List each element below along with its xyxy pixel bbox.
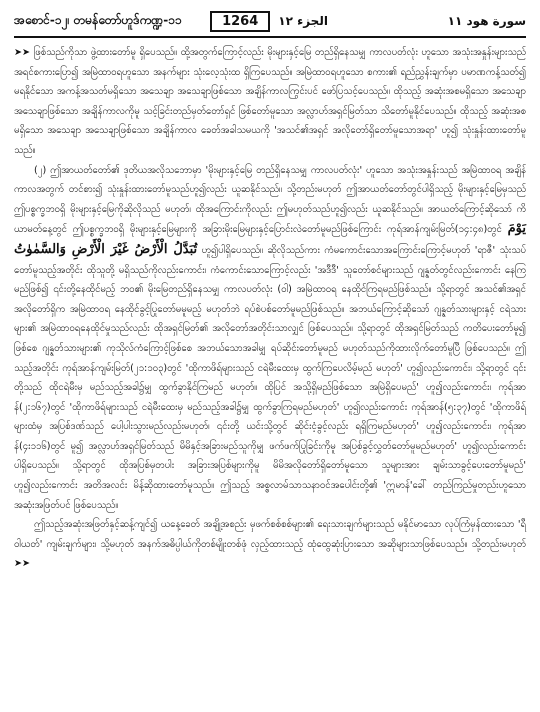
paragraph-3: ဤသည့်အဆုံးအဖြတ်နှင့်ဆန့်ကျင်၍ ယနေ့ခေတ် အချို့အစည်း မှဖက်စစ်စစ်များ၏ ရေးသားချက်များသည် မနိုင်မာသော လုပ်ကြံမှန်ထားသော 'ရီဝါယတ်' ကျမ်းချက်များ၊ သို့မဟုတ် အနက်အဓိပ္ပါယ်ကိုတစ်မျိုးတစ်ဖုံ လှည့်ထားသည့် ထုံထွေဆုံးပြားသော အဆိုများသာဖြစ်ပေသည်။ သို့တည်းမဟုတ် ➤➤ <box>14 519 526 570</box>
paragraph-1: ➤➤ ဖြစ်သည်ကိုသာ ဖွဲ့ထားတော်မူ ရှိပေသည်။ ထို့အတွက်ကြောင့်လည်း မိုးများနှင့်မြေ တည်ရှိနေသမျှ ကာလပတ်လုံး ဟူသော အသုံးအနှုန်းများသည် အရင်စကားပြော၍ အမြဲထာဝရဟူသော အနက်များ သုံးလေ့သုံးထ ရှိကြပေသည်။ အမြဲထာဝရဟူသော စကား၏ ရည်ညွှန်းချက်မှာ ပမာဏကန့်သတ်၍ မရနိုင်သော အကန့်အသတ်မရှိသော အသေချာ အသေချာဖြစ်သော အချိန်ကာလကြွင်းပင် ဖော်ပြသင့်ပေသည်။ ထိုသည့် အဆုံးအစမရှိသော အသေချာ အသေချာဖြစ်သော အချိန်ကာလကိုမူ သင့်ခြင်းတည်မှတ်တော်ရှင် ဖြစ်တော်မူသော အလ္လာဟ်အရှင်မြတ်သာ သိတော်မူနိုင်ပေသည်။ ထိုသည့် အဆုံးအစမရှိသော အသေချာ အသေချာဖြစ်သော အချိန်ကာလ ခေတ်အခါသမယကို 'အသင်၏အရှင် အလိုတော်ရှိတော်မူသောအရာ' ဟူ၍ သုံးနှုန်းထားတော်မူသည်။ <box>14 47 526 156</box>
header-divider <box>14 36 526 38</box>
surah-label: سورة هود ١١ <box>447 14 527 28</box>
chapter-title: အစောင်-၁၂၊ တမန်တော်ဟူဒ်ကဏ္ဍ-၁၁ <box>14 13 182 27</box>
juz-label: الجزء ١٢ <box>278 14 328 28</box>
paragraph-2-text-b: ဟူ၍ပါရှိပေသည်။ ဆိုလိုသည်ကား ကံမကောင်းသောအကြောင်းကြောင့်မဟုတ် 'ရာဇီ' သုံးသပ်တော်မူသည့်အတိုင်း ထိုသူတို့ မရှိသည်ကိုလည်းကောင်း၊ ကံကောင်းသောကြောင့်လည်း 'အဒီဒီ' သူတော်စင်များသည် ဂျန္နတ်တွင်လည်းကောင်း နေကြမည်ဖြစ်၍ ၎င်းတို့နေထိုင်မည့် ဘဝ၏ မိုးမြေတည်ရှိနေသမျှ ကာလပတ်လုံး (ဝါ) အမြဲထာဝရ နေထိုင်ကြရမည်ဖြစ်သည်။ သို့ရာတွင် အသင်၏အရှင် အလိုတော်ရှိက အမြဲထာဝရ နေထိုင်ခွင့်ပြုတော်မမူမည့် မဟုတ်ဘဲ ရပ်စဲပစ်တော်မူမည်ဖြစ်သည်။ အဘယ်ကြောင့်ဆိုသော် ဂျန္နတ်သားများနှင့် ငရဲသားများ၏ အမြဲထာဝရနေထိုင်မှုသည်လည်း ထိုအရှင်မြတ်၏ အလိုတော်အတိုင်းသာလျှင် ဖြစ်ပေသည်။ သို့ရာတွင် ထိုအရှင်မြတ်သည် ကတိပေးတော်မူ၍ ဖြစ်စေ ဂျန္နတ်သားများ၏ ကုသိုလ်ကံကြောင့်ဖြစ်စေ အဘယ်သောအခါမျှ ရပ်ဆိုင်းတော်မူမည် မဟုတ်သည်ကိုထားလိုက်တော်မူပြီ ဖြစ်ပေသည်။ ဤသည့်အတိုင်း ကုရ်အာန်ကျမ်းမြတ်(၂၁:၁၀၃)တွင် 'ထိုကာဖိရ်များသည် ငရဲမီးထေးမှ ထွက်ကြပေလိမ့်မည် မဟုတ်' ဟူ၍လည်းကောင်း၊ သို့ရာတွင် ၎င်းတို့သည် ထိုငရဲမီးမှ မည်သည့်အခါ၌မျှ ထွက်ခွာနိုင်ကြမည် မဟုတ်။ ထိုပြင် အသို့ရှိမည်ဖြစ်သော အမြဲရှိပေမည်' ဟူ၍လည်းကောင်း၊ ကုရ်အာန်(၂:၁၆၇)တွင် 'ထိုကာဖိရ်များသည် ငရဲမီးထေးမှ မည်သည့်အခါ၌မျှ ထွက်ခွာကြရမည်မဟုတ်' ဟူ၍လည်းကောင်း ကုရ်အာန်(၅:၃၇)တွင် 'ထိုကာဖိရ်များထံမှ အပြစ်ဒဏ်သည် ပေါ့ပါးသွားမည်လည်းမဟုတ်၊ ၎င်းတို့ ယင်းသို့တွင် ဆိုင်းငံ့ခွင့်လည်း ရရှိကြမည်မဟုတ်' ဟူ၍လည်းကောင်း၊ ကုရ်အာန်(၄း၁၁၆)တွင် မူ၍ အလ္လာဟ်အရှင်မြတ်သည် မိမိနှင့်အခြားမည်သူကိုမျှ ဖက်ဖက်ပြုခြင်းကိုမူ အပြစ်ခွင့်လွှတ်တော်မူမည်မဟုတ်' ဟူ၍လည်းကောင်း ပါရှိပေသည်။ သို့ရာတွင် ထိုအပြစ်မှတပါး အခြားအပြစ်များကိုမူ မိမိအလိုတော်ရှိတော်မူသော သူများအား ချမ်းသာခွင့်ပေးတော်မူမည်' ဟူ၍လည်းကောင်း အတိအလင်း မိန့်ဆိုထားတော်မူသည်။ ဤသည့် အစ္စလာမ်သာသနာဝင်အပေါင်းတို့၏ 'ဣမာန်'ခေါ် တည်ကြည်မှုတည်းဟူသော အဆုံးအဖြတ်ပင် ဖြစ်ပေသည်။ <box>14 244 526 511</box>
paragraph-2 <box>14 161 526 516</box>
paragraph-2-text-a: (၂) ဤအာယတ်တော်၏ ဒုတိယအလိုသဘောမှာ 'မိုးများနှင့်မြေ တည်ရှိနေသမျှ ကာလပတ်လုံး' ဟူသော အသုံးအနှုန်းသည် အမြဲထာဝရ အချိန်ကာလအတွက် တင်စား၍ သုံးနှုန်းထားတော်မူသည်ဟူ၍လည်း ယူဆနိုင်သည်။ သို့တည်းမဟုတ် ဤအာယတ်တော်တွင်ပါရှိသည့် မိုးများနှင့်မြေမှသည် ဤပစ္စက္ခဘဝရှိ မိုးများနှင့်မြေကိုဆိုလိုသည် မဟုတ်၊ ထိုအကြောင်းကိုလည်း ဤမဟုတ်သည်ဟူ၍လည်း ယူဆနိုင်သည်။ အာယတ်ကြောင့်ဆိုသော် ကိယာမတ်နေ့တွင် ဤပစ္စက္ခဘဝရှိ မိုးများနှင့်မြေများကို အခြားမိုးမြေများနှင့်ပြောင်းလဲတော်မူမည်ဖြစ်ကြောင်း ကုရ်အာန်ကျမ်းမြတ်(၁၄:၄၈)တွင် <box>14 164 526 236</box>
arabic-verse: يَوْمَ تُبَدَّلُ الْأَرْضُ غَيْرَ الْأَرْضِ وَالسَّمٰوٰتُ <box>14 221 526 257</box>
body-text <box>14 43 526 574</box>
page-header <box>14 8 526 34</box>
page-number: 1264 <box>210 11 270 32</box>
